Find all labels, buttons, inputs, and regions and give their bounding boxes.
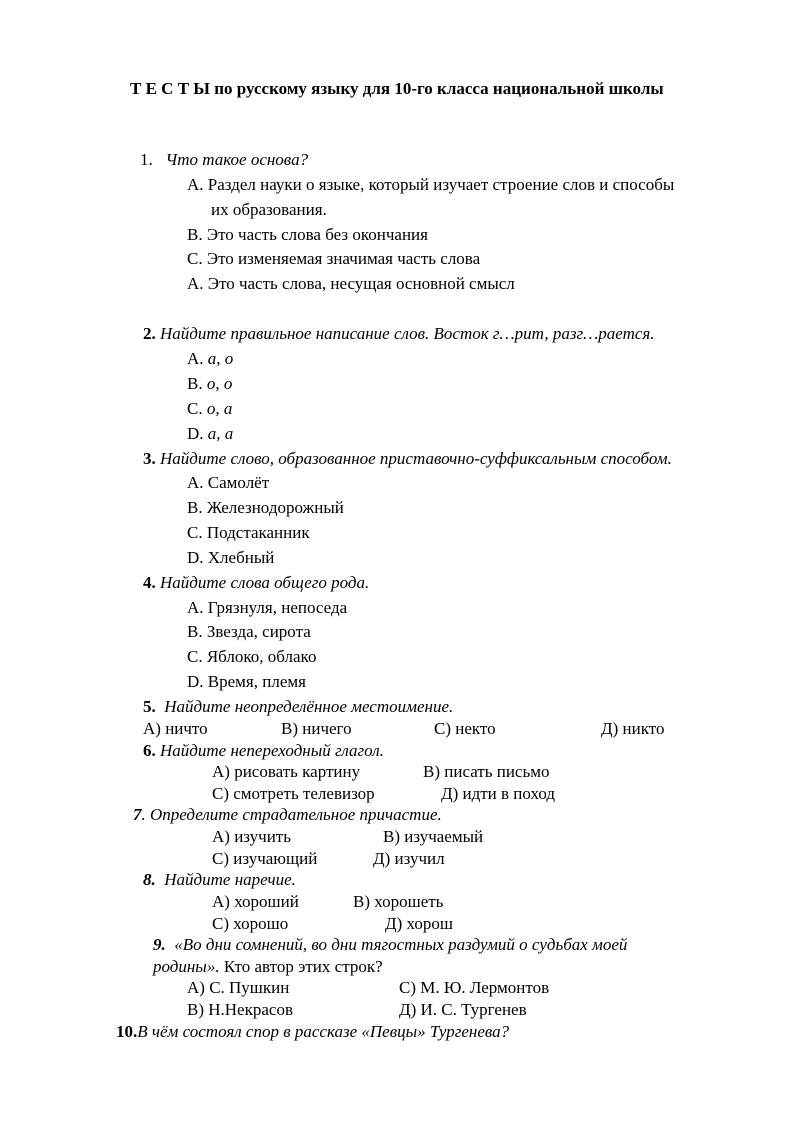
answer-option: A. Это часть слова, несущая основной смысл — [187, 274, 515, 293]
answer-option: C. Яблоко, облако — [187, 647, 317, 666]
question-number: 10. — [116, 1022, 138, 1041]
question-number: 1. — [140, 150, 153, 169]
answer-option: В) хорошеть — [353, 892, 444, 911]
question-number: 2. — [143, 324, 156, 343]
answer-option: Д) И. С. Тургенев — [399, 1000, 527, 1019]
answer-option: С) изучающий — [212, 849, 318, 868]
answer-option: А) изучить — [212, 827, 291, 846]
answer-option: В) ничего — [281, 719, 352, 738]
question-text: Найдите слова общего рода. — [160, 573, 370, 592]
answer-option: А) ничто — [143, 719, 208, 738]
answer-option: С) некто — [434, 719, 496, 738]
question-number: 4. — [143, 573, 156, 592]
answer-option: С) М. Ю. Лермонтов — [399, 978, 550, 997]
answer-option-continuation: их образования. — [211, 200, 327, 219]
question-7 — [133, 806, 442, 823]
page-title: Т Е С Т Ы по русскому языку для 10-го класса национальной школы — [130, 79, 664, 98]
question-number: 3. — [143, 449, 156, 468]
question-5 — [143, 698, 453, 715]
question-text: Что такое основа? — [165, 150, 309, 169]
answer-option: А) хороший — [212, 892, 299, 911]
answer-option: А) рисовать картину — [212, 762, 361, 781]
question-number: 9. — [153, 935, 166, 954]
question-6 — [143, 742, 384, 759]
question-text: Найдите неопределённое местоимение. — [164, 697, 454, 716]
question-text: «Во дни сомнений, во дни тягостных раздумий о судьбах моей — [174, 935, 628, 954]
answer-option: A. Грязнуля, непоседа — [187, 598, 348, 617]
answer-option: A. а, о — [187, 349, 234, 368]
question-number: 6. — [143, 741, 156, 760]
question-text: Найдите правильное написание слов. Восток г…рит, разг…рается. — [160, 324, 655, 343]
answer-option: C. Подстаканник — [187, 523, 310, 542]
answer-option: В) Н.Некрасов — [187, 1000, 293, 1019]
answer-option: C. о, а — [187, 399, 233, 418]
answer-option: C. Это изменяемая значимая часть слова — [187, 249, 481, 268]
question-10 — [116, 1023, 509, 1040]
question-number: 7 — [133, 805, 142, 824]
answer-option: D. Время, племя — [187, 672, 306, 691]
question-number: 5. — [143, 697, 156, 716]
answer-option: D. а, а — [187, 424, 234, 443]
answer-option: С) хорошо — [212, 914, 289, 933]
question-text: В чём состоял спор в рассказе «Певцы» Тургенева? — [137, 1022, 510, 1041]
answer-option: B. Железнодорожный — [187, 498, 344, 517]
answer-option: Д) никто — [601, 719, 665, 738]
answer-option: B. Это часть слова без окончания — [187, 225, 428, 244]
answer-option: D. Хлебный — [187, 548, 275, 567]
question-text: . Определите страдательное причастие. — [141, 805, 442, 824]
answer-option: С) смотреть телевизор — [212, 784, 375, 803]
answer-option: В) писать письмо — [423, 762, 550, 781]
question-text: Найдите наречие. — [164, 870, 296, 889]
question-9-line-2: родины». Кто автор этих строк? — [153, 957, 383, 976]
answer-option: В) изучаемый — [383, 827, 484, 846]
answer-option: А) С. Пушкин — [187, 978, 290, 997]
question-3 — [143, 450, 672, 467]
question-9 — [153, 936, 627, 953]
question-8 — [143, 871, 296, 888]
question-1 — [140, 151, 308, 168]
question-4 — [143, 574, 369, 591]
answer-option: B. Звезда, сирота — [187, 622, 311, 641]
answer-option: A. Самолёт — [187, 473, 270, 492]
answer-option: Д) хорош — [385, 914, 453, 933]
question-text: Найдите непереходный глагол. — [160, 741, 384, 760]
answer-option: Д) идти в поход — [441, 784, 555, 803]
question-2 — [143, 325, 655, 342]
answer-option: Д) изучил — [373, 849, 445, 868]
answer-option: A. Раздел науки о языке, который изучает строение слов и способы — [187, 175, 675, 194]
answer-option: B. о, о — [187, 374, 233, 393]
question-text: Найдите слово, образованное приставочно-суффиксальным способом. — [160, 449, 672, 468]
question-number: 8. — [143, 870, 156, 889]
